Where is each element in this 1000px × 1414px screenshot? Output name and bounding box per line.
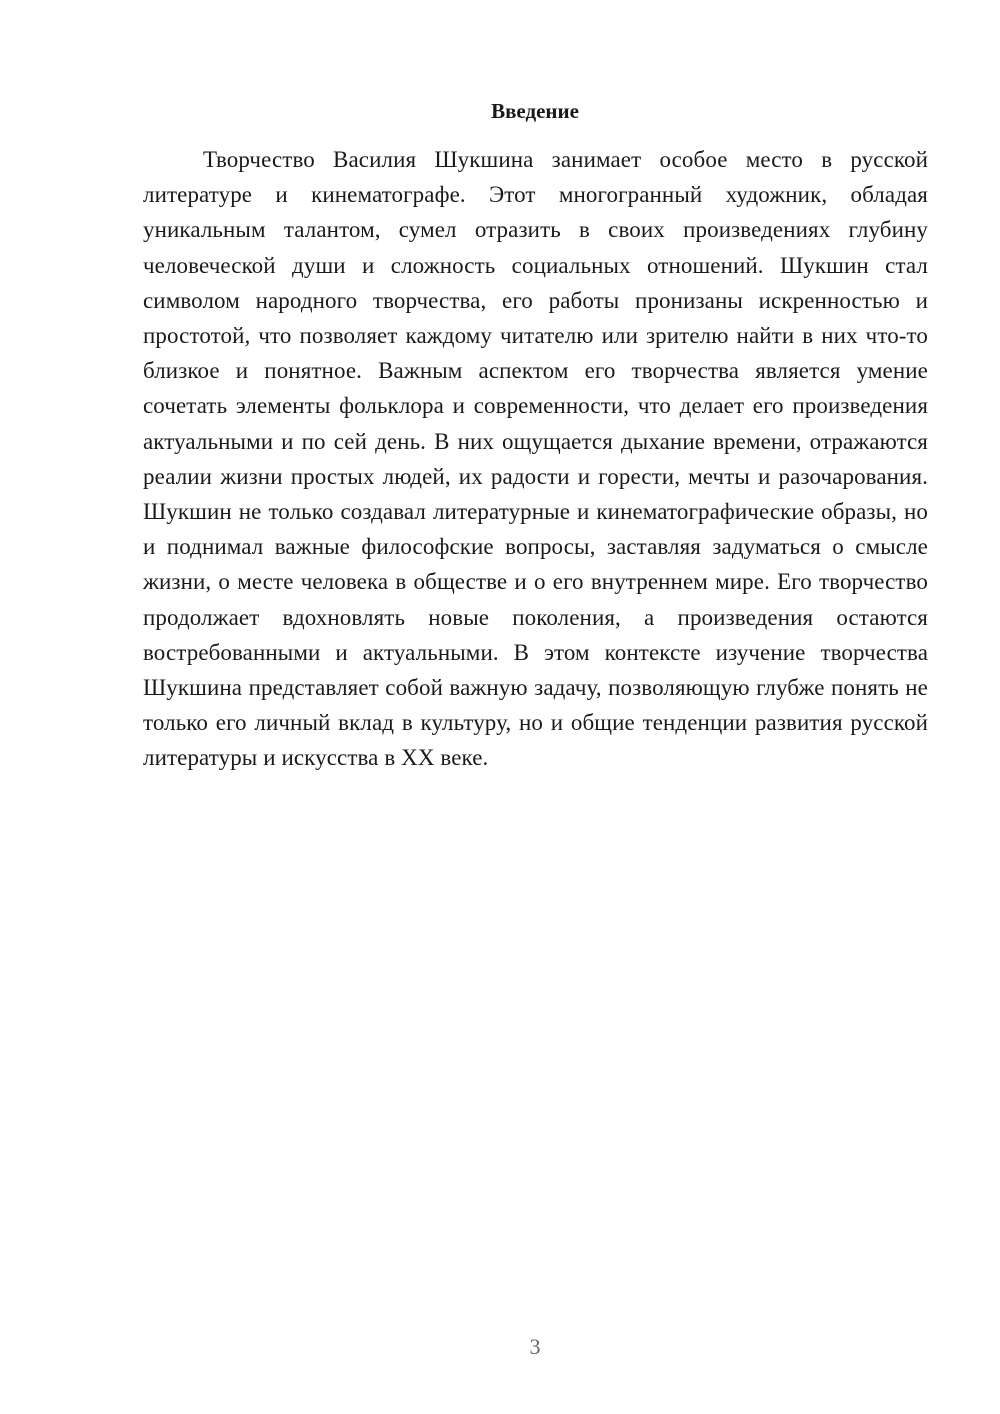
page-number: 3 bbox=[529, 1334, 541, 1359]
intro-paragraph: Творчество Василия Шукшина занимает особое место в русской литературе и кинематографе. Этот многогранный художник, обладая уникальным талантом, сумел отразить в своих произведениях глубину человеческой души и сложность социальных отношений. Шукшин стал символом народного творчества, его работы пронизаны искренностью и простотой, что позволяет каждому читателю или зрителю найти в них что-то близкое и понятное. Важным аспектом его творчества является умение сочетать элементы фольклора и современности, что делает его произведения актуальными и по сей день. В них ощущается дыхание времени, отражаются реалии жизни простых людей, их радости и горести, мечты и разочарования. Шукшин не только создавал литературные и кинематографические образы, но и поднимал важные философские вопросы, заставляя задуматься о смысле жизни, о месте человека в обществе и о его внутреннем мире. Его творчество продолжает вдохновлять новые поколения, а произведения остаются востребованными и актуальными. В этом контексте изучение творчества Шукшина представляет собой важную задачу, позволяющую глубже понять не только его личный вклад в культуру, но и общие тенденции развития русской литературы и искусства в XX веке. bbox=[143, 147, 928, 771]
section-heading: Введение bbox=[491, 99, 579, 123]
